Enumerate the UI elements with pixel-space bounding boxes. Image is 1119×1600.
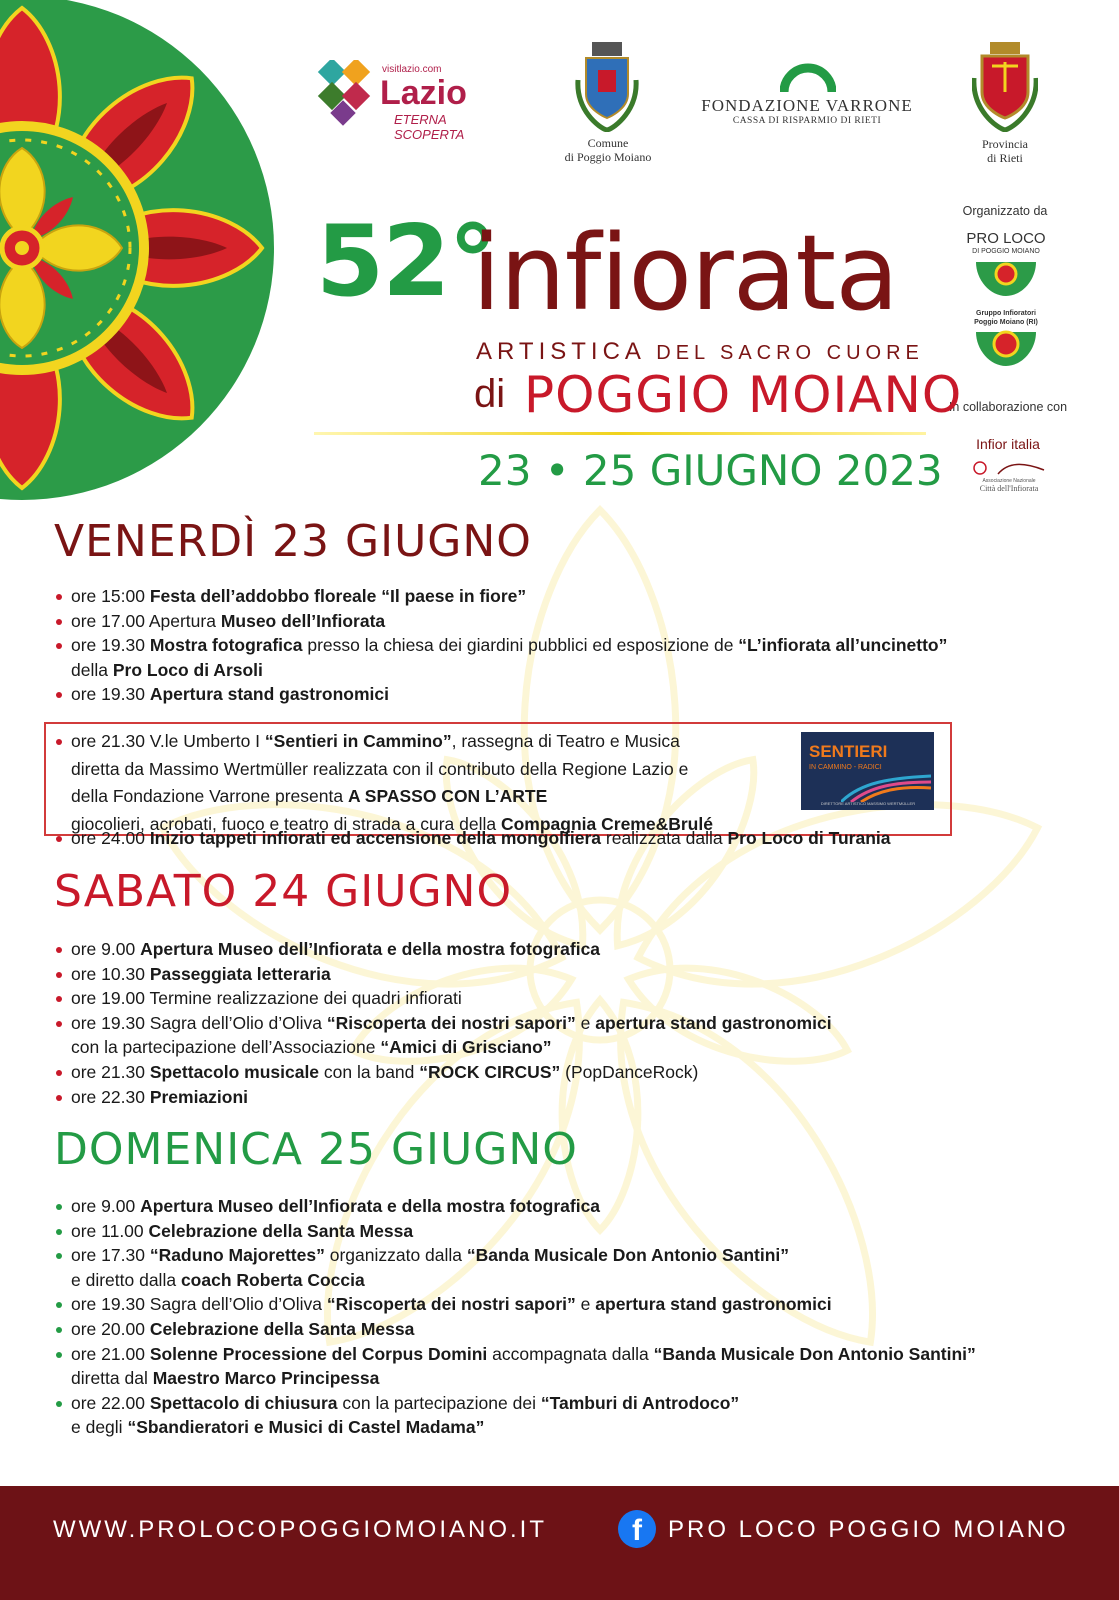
edition-number: 52° bbox=[316, 205, 496, 319]
sunday-events bbox=[54, 1194, 976, 1440]
gruppo-flower-icon bbox=[974, 330, 1038, 368]
lazio-tagline: ETERNA SCOPERTA bbox=[394, 112, 465, 142]
list-item: ore 21.30 Spettacolo musicale con la band “ROCK CIRCUS” (PopDanceRock) bbox=[54, 1060, 832, 1085]
title-place: POGGIO MOIANO bbox=[524, 366, 963, 424]
lazio-mosaic-icon bbox=[310, 60, 380, 126]
list-item: ore 17.00 Apertura Museo dell’Infiorata bbox=[54, 609, 947, 634]
proloco-line1: PRO LOCO bbox=[966, 230, 1046, 247]
proloco-line2: DI POGGIO MOIANO bbox=[972, 248, 1040, 255]
proloco-flower-icon bbox=[974, 260, 1038, 298]
footer-facebook-link[interactable]: PRO LOCO POGGIO MOIANO bbox=[668, 1516, 1069, 1543]
list-item: ore 21.00 Solenne Processione del Corpus Domini accompagnata dalla “Banda Musicale Don Antonio Santini” diretta dal Maestro Marco Principessa bbox=[54, 1342, 976, 1391]
provincia-logo bbox=[962, 40, 1048, 168]
list-item: ore 19.30 Sagra dell’Olio d’Oliva “Riscoperta dei nostri sapori” e apertura stand gastronomici con la partecipazione dell’Associazione “Amici di Grisciano” bbox=[54, 1011, 832, 1060]
sentieri-line1: SENTIERI bbox=[809, 742, 888, 761]
citta-infiorata-logo bbox=[964, 460, 1054, 500]
fondazione-logo bbox=[700, 58, 914, 128]
fondazione-arch-icon bbox=[780, 58, 836, 92]
list-item: ore 11.00 Celebrazione della Santa Messa bbox=[54, 1219, 976, 1244]
comune-crest-icon bbox=[574, 40, 640, 132]
comune-line1: Comune bbox=[587, 136, 629, 150]
sentieri-line2: IN CAMMINO - RADICI bbox=[809, 764, 882, 771]
list-item: ore 21.30 V.le Umberto I “Sentieri in Cammino”, rassegna di Teatro e Musica diretta da Massimo Wertmüller realizzata con il contributo della Regione Lazio e della Fondazione Varrone presenta A SPASSO CON L’ARTE giocolieri, acrobati, fuoco e teatro di strada a cura della Compagnia Creme&Brulé bbox=[54, 728, 713, 838]
comune-line2: di Poggio Moiano bbox=[564, 150, 652, 164]
organizzato-label: Organizzato da bbox=[962, 204, 1048, 218]
footer-website-link[interactable]: WWW.PROLOCOPOGGIOMOIANO.IT bbox=[53, 1516, 548, 1543]
fondazione-name: FONDAZIONE VARRONE bbox=[701, 96, 913, 115]
list-item: ore 10.30 Passeggiata letteraria bbox=[54, 962, 832, 987]
friday-events bbox=[54, 584, 947, 707]
saturday-heading: SABATO 24 GIUGNO bbox=[54, 866, 513, 917]
subtitle bbox=[476, 338, 924, 366]
sentieri-line3: DIRETTORE ARTISTICO MASSIMO WERTMÜLLER bbox=[820, 801, 916, 806]
gruppo-line1: Gruppo Infioratori bbox=[976, 310, 1036, 317]
highlighted-event bbox=[54, 728, 713, 838]
list-item: ore 19.30 Apertura stand gastronomici bbox=[54, 682, 947, 707]
infioritalia-logo: Infior italia bbox=[976, 436, 1040, 452]
lazio-name: Lazio bbox=[380, 74, 467, 112]
lazio-site: visitlazio.com bbox=[382, 64, 442, 75]
citta-line1: Associazione Nazionale bbox=[982, 478, 1036, 484]
sunday-heading: DOMENICA 25 GIUGNO bbox=[54, 1124, 578, 1175]
provincia-crest-icon bbox=[972, 40, 1038, 132]
subtitle-sacro-cuore: DEL SACRO CUORE bbox=[656, 342, 924, 364]
citta-flower-icon bbox=[968, 460, 1048, 478]
list-item: ore 19.30 Mostra fotografica presso la chiesa dei giardini pubblici ed esposizione de “L’infiorata all’uncinetto” della Pro Loco di Arsoli bbox=[54, 633, 947, 682]
decorative-flower-graphic bbox=[0, 0, 280, 510]
gruppo-logo bbox=[966, 310, 1046, 370]
gruppo-line2: Poggio Moiano (RI) bbox=[974, 319, 1038, 326]
list-item: ore 22.00 Spettacolo di chiusura con la partecipazione dei “Tamburi di Antrodoco” e degli “Sbandieratori e Musici di Castel Madama” bbox=[54, 1391, 976, 1440]
list-item: ore 9.00 Apertura Museo dell’Infiorata e della mostra fotografica bbox=[54, 937, 832, 962]
provincia-line2: di Rieti bbox=[987, 151, 1023, 165]
highlighted-event-box bbox=[44, 722, 952, 836]
infiorata-title: infiorata bbox=[472, 212, 898, 334]
lazio-logo bbox=[310, 60, 510, 142]
list-item: ore 24.00 Inizio tappeti infiorati ed accensione della mongolfiera realizzata dalla Pro Loco di Turania bbox=[54, 826, 891, 851]
facebook-icon: f bbox=[618, 1510, 656, 1548]
list-item: ore 15:00 Festa dell’addobbo floreale “Il paese in fiore” bbox=[54, 584, 947, 609]
list-item: ore 22.30 Premiazioni bbox=[54, 1085, 832, 1110]
list-item: ore 9.00 Apertura Museo dell’Infiorata e della mostra fotografica bbox=[54, 1194, 976, 1219]
title-di: di bbox=[474, 372, 506, 416]
subtitle-artistica: ARTISTICA bbox=[476, 338, 645, 365]
list-item: ore 17.30 “Raduno Majorettes” organizzato dalla “Banda Musicale Don Antonio Santini” e diretto dalla coach Roberta Coccia bbox=[54, 1243, 976, 1292]
list-item: ore 19.00 Termine realizzazione dei quadri infiorati bbox=[54, 986, 832, 1011]
event-dates: 23 • 25 GIUGNO 2023 bbox=[478, 446, 943, 495]
collab-label: In collaborazione con bbox=[948, 400, 1068, 414]
citta-line2: Città dell'Infiorata bbox=[979, 484, 1039, 493]
friday-heading: VENERDÌ 23 GIUGNO bbox=[54, 516, 532, 567]
fondazione-sub: CASSA DI RISPARMIO DI RIETI bbox=[732, 116, 882, 126]
provincia-line1: Provincia bbox=[982, 137, 1028, 151]
friday-events-late bbox=[54, 826, 891, 851]
proloco-logo bbox=[966, 228, 1046, 300]
saturday-events bbox=[54, 937, 832, 1109]
sentieri-road-icon bbox=[841, 772, 931, 802]
list-item: ore 19.30 Sagra dell’Olio d’Oliva “Riscoperta dei nostri sapori” e apertura stand gastronomici bbox=[54, 1292, 976, 1317]
sentieri-logo bbox=[801, 732, 934, 810]
yellow-divider bbox=[314, 432, 926, 435]
comune-logo bbox=[556, 40, 660, 165]
list-item: ore 20.00 Celebrazione della Santa Messa bbox=[54, 1317, 976, 1342]
